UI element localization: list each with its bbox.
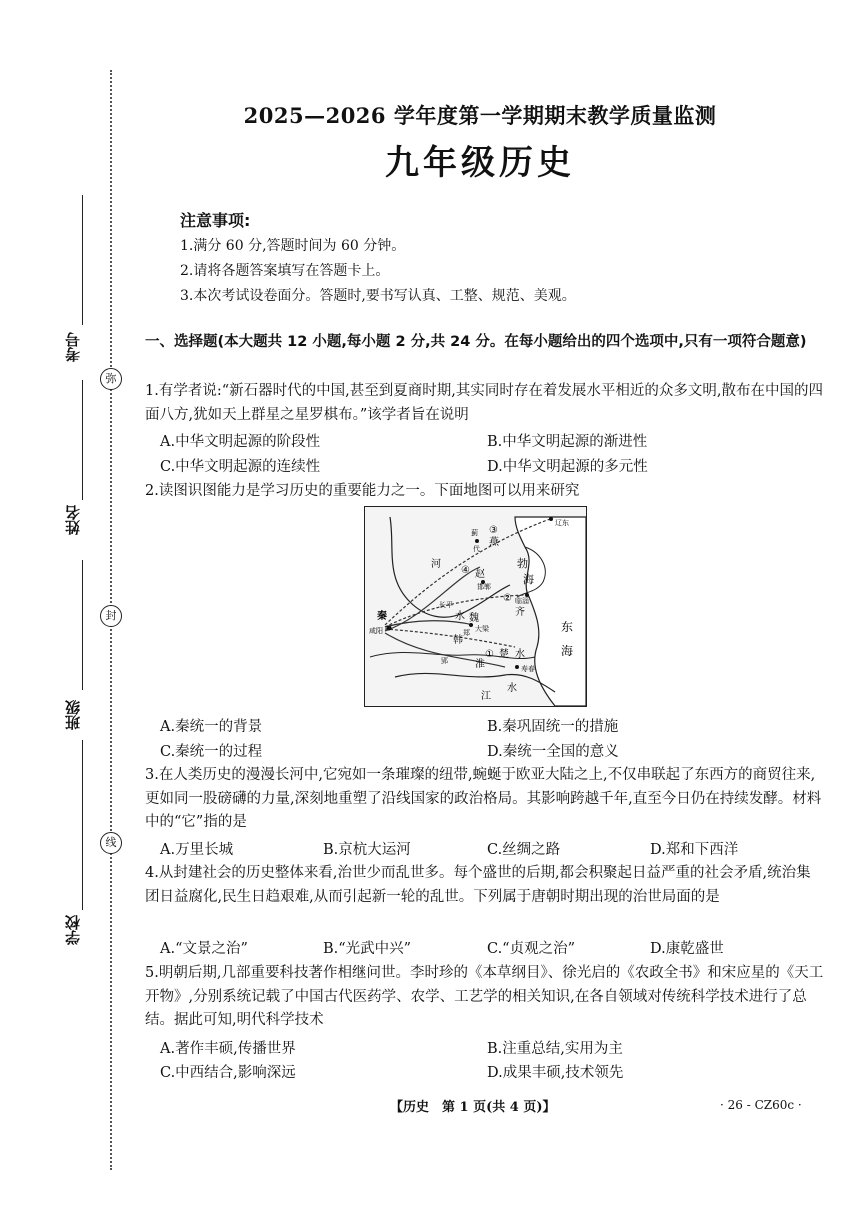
q1-option-b[interactable]: B.中华文明起源的渐进性 [487,434,648,450]
question-2-stem: 2.读图识图能力是学习历史的重要能力之一。下面地图可以用来研究 [145,483,580,499]
map-label-daliang: 大梁 [475,625,489,633]
notice-item: 2.请将各题答案填写在答题卡上。 [180,263,390,279]
map-label-jiang: 江 [481,691,491,702]
paper-code: · 26 - CZ60c · [720,1098,802,1112]
map-label-huai: 淮 [475,659,485,670]
q4-option-c[interactable]: C.“贞观之治” [487,941,576,957]
map-label-qi: 齐 [515,607,525,618]
q3-option-b[interactable]: B.京杭大运河 [323,842,411,858]
map-label-shui2: 水 [515,649,525,660]
q2-option-b[interactable]: B.秦巩固统一的措施 [487,719,619,735]
map-label-zheng: 郑 [463,629,470,637]
name-label: 姓名 [64,505,82,535]
notice-heading: 注意事项: [180,211,251,230]
q5-option-a[interactable]: A.著作丰硕,传播世界 [160,1041,296,1057]
q5-option-b[interactable]: B.注重总结,实用为主 [487,1041,623,1057]
map-label-liaodong: 辽东 [555,519,569,527]
q4-option-a[interactable]: A.“文景之治” [160,941,248,957]
page-footer: 【历史 第 1 页(共 4 页)】 [390,1100,556,1115]
map-label-n3: ③ [489,525,498,536]
question-3-stem: 3.在人类历史的漫漫长河中,它宛如一条璀璨的纽带,蜿蜒于欧亚大陆之上,不仅串联起了东西方的商贸往来,更如同一股磅礴的力量,深刻地重塑了沿线国家的政治格局。其影响跨越千年,直至今日仍在持续发酵。材料中的“它”指的是 [145,767,822,830]
map-label-he: 河 [431,559,441,570]
seal-mi: 弥 [100,368,122,390]
q2-option-c[interactable]: C.秦统一的过程 [160,744,263,760]
seal-xian: 线 [100,832,122,854]
map-label-changping: 长平 [439,601,453,609]
map-label-ji: 蓟 [471,529,478,537]
warring-states-map [364,506,587,707]
q5-option-c[interactable]: C.中西结合,影响深远 [160,1065,296,1081]
school-line[interactable] [82,740,83,910]
section-heading: 一、选择题(本大题共 12 小题,每小题 2 分,共 24 分。在每小题给出的四个选项中,只有一项符合题意) [145,334,807,350]
map-label-handan: 邯郸 [477,583,491,591]
class-label: 班级 [64,700,82,730]
school-label: 学校 [64,915,82,945]
map-label-wei: 魏 [469,613,479,624]
q1-option-d[interactable]: D.中华文明起源的多元性 [487,459,648,475]
exam-title: 2025—2026 学年度第一学期期末教学质量监测 [243,103,717,128]
map-label-dong: 东 [561,620,574,634]
question-4-stem: 4.从封建社会的历史整体来看,治世少而乱世多。每个盛世的后期,都会积聚起日益严重的社会矛盾,统治集团日益腐化,民生日趋艰难,从而引起新一轮的乱世。下列属于唐朝时期出现的治世局面的是 [145,865,811,905]
seal-feng: 封 [100,605,122,627]
q4-option-b[interactable]: B.“光武中兴” [323,941,412,957]
map-label-linzi: 临淄 [515,597,529,605]
map-label-shouchun: 寿春 [521,665,535,673]
q3-option-d[interactable]: D.郑和下西洋 [650,842,739,858]
map-label-bo: 勃 [517,557,528,570]
map-label-han: 韩 [453,635,463,646]
q5-option-d[interactable]: D.成果丰硕,技术领先 [487,1065,624,1081]
map-label-xianyang: 咸阳 [369,627,383,635]
exam-no-label: 考号 [64,332,82,362]
map-label-hai2: 海 [561,644,574,658]
map-label-zhao: 赵 [475,569,485,580]
notice-item: 3.本次考试设卷面分。答题时,要书写认真、工整、规范、美观。 [180,288,576,304]
exam-no-line[interactable] [82,195,83,325]
map-label-ying: 郢 [441,657,448,665]
name-line[interactable] [82,380,83,500]
q1-option-c[interactable]: C.中华文明起源的连续性 [160,459,321,475]
map-label-shui3: 水 [507,683,517,694]
q3-option-a[interactable]: A.万里长城 [160,842,234,858]
q4-option-d[interactable]: D.康乾盛世 [650,941,724,957]
map-label-yan: 燕 [489,537,499,548]
q3-option-c[interactable]: C.丝绸之路 [487,842,561,858]
question-5-stem: 5.明朝后期,几部重要科技著作相继问世。李时珍的《本草纲目》、徐光启的《农政全书》和宋应星的《天工开物》,分别系统记载了中国古代医药学、农学、工艺学的相关知识,在各自领域对传统科学技术进行了总结。据此可知,明代科学技术 [145,965,824,1028]
notice-item: 1.满分 60 分,答题时间为 60 分钟。 [180,238,406,254]
map-label-hai1: 海 [523,573,534,586]
map-label-n4: ④ [461,565,470,576]
class-line[interactable] [82,560,83,690]
map-label-dai: 代 [473,545,480,553]
map-label-shui1: 水 [455,611,465,622]
q2-option-d[interactable]: D.秦统一全国的意义 [487,744,619,760]
map-label-n1: ① [485,649,494,660]
map-label-n2: ② [503,593,512,604]
map-label-qin: 秦 [377,611,387,622]
q1-option-a[interactable]: A.中华文明起源的阶段性 [160,434,321,450]
question-1-stem: 1.有学者说:“新石器时代的中国,甚至到夏商时期,其实同时存在着发展水平相近的众多文明,散布在中国的四面八方,犹如天上群星之星罗棋布。”该学者旨在说明 [145,383,823,423]
q2-option-a[interactable]: A.秦统一的背景 [160,719,263,735]
exam-subtitle: 九年级历史 [385,143,575,183]
map-label-chu: 楚 [499,649,509,660]
